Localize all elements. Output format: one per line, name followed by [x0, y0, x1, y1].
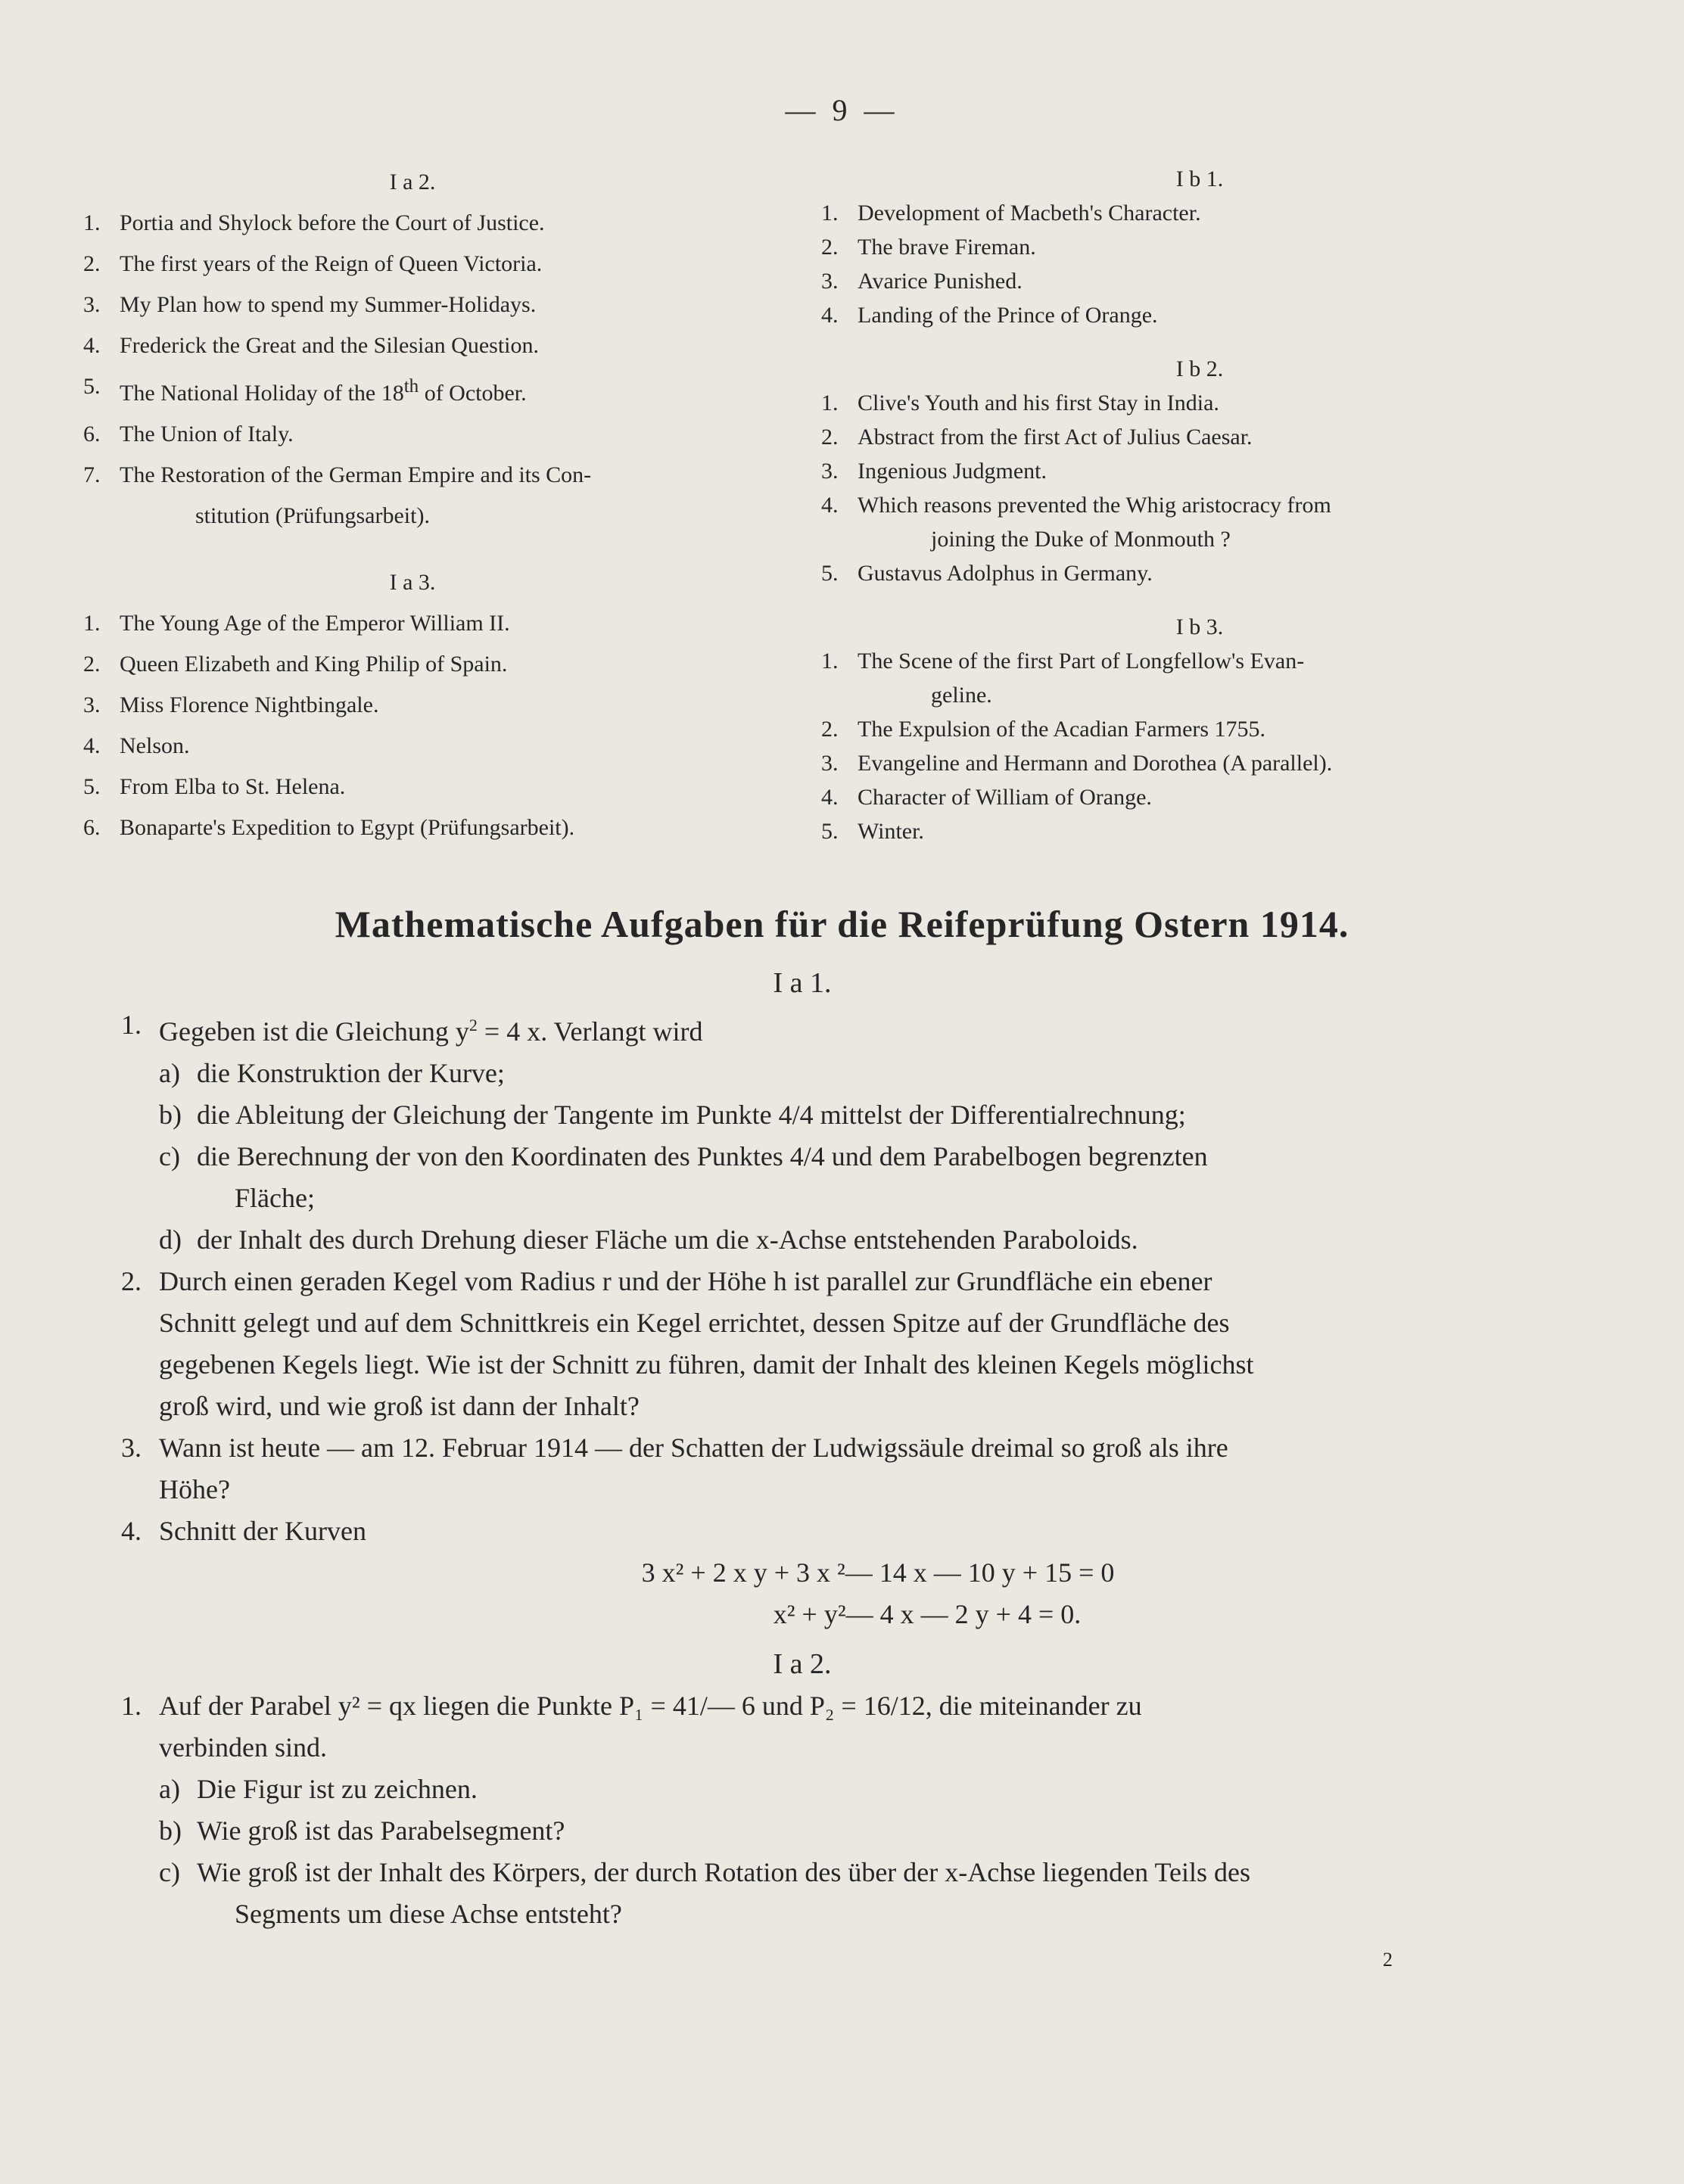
problem-1: [121, 1004, 1483, 1053]
item-text: The National Holiday of the 18: [120, 381, 404, 406]
math-section-ia1: [121, 963, 1483, 1635]
item-number: 7.: [83, 462, 101, 487]
item-text: Bonaparte's Expedition to Egypt (Prüfungsarbeit).: [120, 815, 575, 840]
list-item: [83, 455, 742, 496]
item-number: 6.: [83, 815, 101, 840]
item-number: 2.: [83, 652, 101, 677]
item-text: Frederick the Great and the Silesian Question.: [120, 333, 540, 358]
item-text: Avarice Punished.: [858, 269, 1023, 294]
problem-line: Höhe?: [159, 1474, 230, 1504]
list-item: [821, 644, 1578, 678]
item-text: Queen Elizabeth and King Philip of Spain.: [120, 652, 508, 677]
item-number: 4.: [821, 493, 839, 518]
sub-text: Wie groß ist das Parabelsegment?: [197, 1815, 565, 1846]
item-text: Which reasons prevented the Whig aristocracy from: [858, 493, 1331, 518]
item-text: The first years of the Reign of Queen Victoria.: [120, 251, 543, 276]
math-title: Mathematische Aufgaben für die Reifeprüfung Ostern 1914.: [335, 903, 1349, 945]
ordinal-suffix: th: [403, 376, 419, 397]
problem-line: Wann ist heute — am 12. Februar 1914 — der Schatten der Ludwigssäule dreimal so groß als ihre: [159, 1433, 1228, 1463]
item-number: 3.: [83, 692, 101, 717]
list-item: [821, 814, 1578, 848]
sub-item: [121, 1094, 1483, 1136]
list-item: [821, 386, 1578, 420]
item-number: 5.: [83, 774, 101, 799]
item-text: Ingenious Judgment.: [858, 459, 1047, 484]
sub-item: [121, 1219, 1483, 1261]
item-number: 2.: [83, 251, 101, 276]
exponent: 2: [468, 1016, 478, 1034]
left-column: [83, 162, 742, 848]
problem-line: groß wird, und wie groß ist dann der Inhalt?: [159, 1391, 640, 1421]
list-item: [83, 603, 742, 644]
list-item: [821, 264, 1578, 298]
item-continuation: geline.: [931, 683, 992, 708]
item-text: The brave Fireman.: [858, 235, 1036, 260]
item-continuation: stitution (Prüfungsarbeit).: [195, 503, 430, 528]
sub-item: [121, 1769, 1483, 1810]
list-item: [821, 780, 1578, 814]
sub-text: die Konstruktion der Kurve;: [197, 1058, 505, 1088]
sub-text: die Ableitung der Gleichung der Tangente im Punkte 4/4 mittelst der Differentialrechnung;: [197, 1100, 1186, 1130]
section-heading-ib2: I b 2.: [1175, 356, 1224, 381]
item-text: The Young Age of the Emperor William II.: [120, 611, 510, 636]
item-text: The Scene of the first Part of Longfellow's Evan-: [858, 649, 1305, 674]
problem-4: [121, 1510, 1483, 1552]
list-item: [83, 244, 742, 285]
item-text: Gustavus Adolphus in Germany.: [858, 561, 1153, 586]
problem-text: Schnitt der Kurven: [159, 1516, 366, 1546]
list-item: [821, 196, 1578, 230]
list-item: [83, 203, 742, 244]
problem-line: Durch einen geraden Kegel vom Radius r und der Höhe h ist parallel zur Grundfläche ein ebener: [159, 1266, 1212, 1296]
list-item: [83, 685, 742, 726]
list-item: [83, 414, 742, 455]
item-text: Abstract from the first Act of Julius Caesar.: [858, 425, 1253, 450]
item-text: Character of William of Orange.: [858, 785, 1152, 810]
item-number: 6.: [83, 422, 101, 446]
item-number: 3.: [821, 751, 839, 776]
item-text: The Expulsion of the Acadian Farmers 1755.: [858, 717, 1266, 742]
problem-number: 1.: [121, 1691, 142, 1721]
item-number: 4.: [821, 785, 839, 810]
list-item: [821, 488, 1578, 522]
item-number: 2.: [821, 717, 839, 742]
problem-number: 4.: [121, 1516, 142, 1546]
sub-letter: c): [159, 1857, 180, 1887]
item-number: 2.: [821, 425, 839, 450]
sub-item: [121, 1053, 1483, 1094]
item-number: 2.: [821, 235, 839, 260]
item-text-tail: of October.: [419, 381, 527, 406]
list-item: [83, 325, 742, 366]
item-continuation: joining the Duke of Monmouth ?: [931, 527, 1231, 552]
equation-1: 3 x² + 2 x y + 3 x ²— 14 x — 10 y + 15 = 0: [641, 1557, 1115, 1588]
list-item: [83, 366, 742, 414]
item-number: 1.: [83, 611, 101, 636]
list-item: [83, 644, 742, 685]
sub-letter: a): [159, 1058, 180, 1088]
list-item: [83, 767, 742, 807]
sub-item: [121, 1852, 1483, 1893]
sub-text: die Berechnung der von den Koordinaten des Punktes 4/4 und dem Parabelbogen begrenzten: [197, 1141, 1208, 1171]
page-number: — 9 —: [785, 93, 899, 127]
item-number: 5.: [821, 819, 839, 844]
list-item: [83, 807, 742, 848]
sub-text: Die Figur ist zu zeichnen.: [197, 1774, 478, 1804]
sub-text: der Inhalt des durch Drehung dieser Fläche um die x-Achse entstehenden Paraboloids.: [197, 1224, 1138, 1255]
problem-text-tail: = 4 x. Verlangt wird: [477, 1016, 703, 1047]
section-heading-ib3: I b 3.: [1175, 614, 1224, 639]
item-number: 4.: [821, 303, 839, 328]
list-item: [821, 712, 1578, 746]
list-item: [821, 230, 1578, 264]
item-number: 3.: [83, 292, 101, 317]
problem-line: verbinden sind.: [159, 1732, 327, 1762]
sub-continuation: Fläche;: [235, 1183, 315, 1213]
list-item: [821, 556, 1578, 590]
problem-text: Gegeben ist die Gleichung y: [159, 1016, 469, 1047]
problem-line: Auf der Parabel y² = qx liegen die Punkte P₁ = 41/— 6 und P₂ = 16/12, die miteinander zu: [159, 1691, 1142, 1721]
sub-item: [121, 1810, 1483, 1852]
equation-2: x² + y²— 4 x — 2 y + 4 = 0.: [773, 1599, 1082, 1629]
problem-2: [121, 1261, 1483, 1427]
problem-1: [121, 1685, 1483, 1769]
item-number: 3.: [821, 459, 839, 484]
section-heading-math-ia1: I a 1.: [773, 967, 832, 999]
section-heading-ib1: I b 1.: [1175, 166, 1224, 191]
sub-text: Wie groß ist der Inhalt des Körpers, der durch Rotation des über der x-Achse liegenden Teils des: [197, 1857, 1250, 1887]
item-number: 4.: [83, 333, 101, 358]
item-text: My Plan how to spend my Summer-Holidays.: [120, 292, 537, 317]
list-item: [821, 746, 1578, 780]
sub-item: [121, 1136, 1483, 1178]
problem-3: [121, 1427, 1483, 1510]
problem-number: 1.: [121, 1010, 142, 1040]
problem-line: Schnitt gelegt und auf dem Schnittkreis ein Kegel errichtet, dessen Spitze auf der Grundfläche des: [159, 1308, 1230, 1338]
item-text: The Restoration of the German Empire and its Con-: [120, 462, 592, 487]
item-text: Portia and Shylock before the Court of Justice.: [120, 210, 545, 235]
item-text: Development of Macbeth's Character.: [858, 201, 1201, 226]
list-item: [83, 285, 742, 325]
list-item: [821, 420, 1578, 454]
sheet-number: 2: [1383, 1949, 1393, 1971]
list-item: [83, 726, 742, 767]
sub-letter: b): [159, 1100, 182, 1130]
item-text: Evangeline and Hermann and Dorothea (A parallel).: [858, 751, 1333, 776]
item-number: 1.: [821, 201, 839, 226]
section-heading-ia3: I a 3.: [389, 570, 436, 595]
section-heading-ia2: I a 2.: [389, 170, 436, 194]
item-number: 1.: [821, 649, 839, 674]
item-text: Landing of the Prince of Orange.: [858, 303, 1158, 328]
list-item: [821, 298, 1578, 332]
item-number: 5.: [821, 561, 839, 586]
problem-line: gegebenen Kegels liegt. Wie ist der Schnitt zu führen, damit der Inhalt des kleinen Kegels möglichst: [159, 1349, 1254, 1380]
item-text: Clive's Youth and his first Stay in India.: [858, 390, 1219, 415]
item-number: 5.: [83, 374, 101, 399]
section-heading-math-ia2: I a 2.: [773, 1648, 832, 1680]
problem-number: 2.: [121, 1266, 142, 1296]
math-section-ia2: [121, 1644, 1483, 1935]
problem-number: 3.: [121, 1433, 142, 1463]
sub-continuation: Segments um diese Achse entsteht?: [235, 1899, 622, 1929]
item-text: From Elba to St. Helena.: [120, 774, 346, 799]
item-text: The Union of Italy.: [120, 422, 294, 446]
item-text: Miss Florence Nightbingale.: [120, 692, 379, 717]
item-text: Winter.: [858, 819, 924, 844]
item-number: 3.: [821, 269, 839, 294]
sub-letter: a): [159, 1774, 180, 1804]
item-number: 1.: [83, 210, 101, 235]
sub-letter: d): [159, 1224, 182, 1255]
item-number: 4.: [83, 733, 101, 758]
list-item: [821, 454, 1578, 488]
sub-letter: b): [159, 1815, 182, 1846]
item-number: 1.: [821, 390, 839, 415]
right-column: [821, 162, 1578, 848]
sub-letter: c): [159, 1141, 180, 1171]
item-text: Nelson.: [120, 733, 190, 758]
